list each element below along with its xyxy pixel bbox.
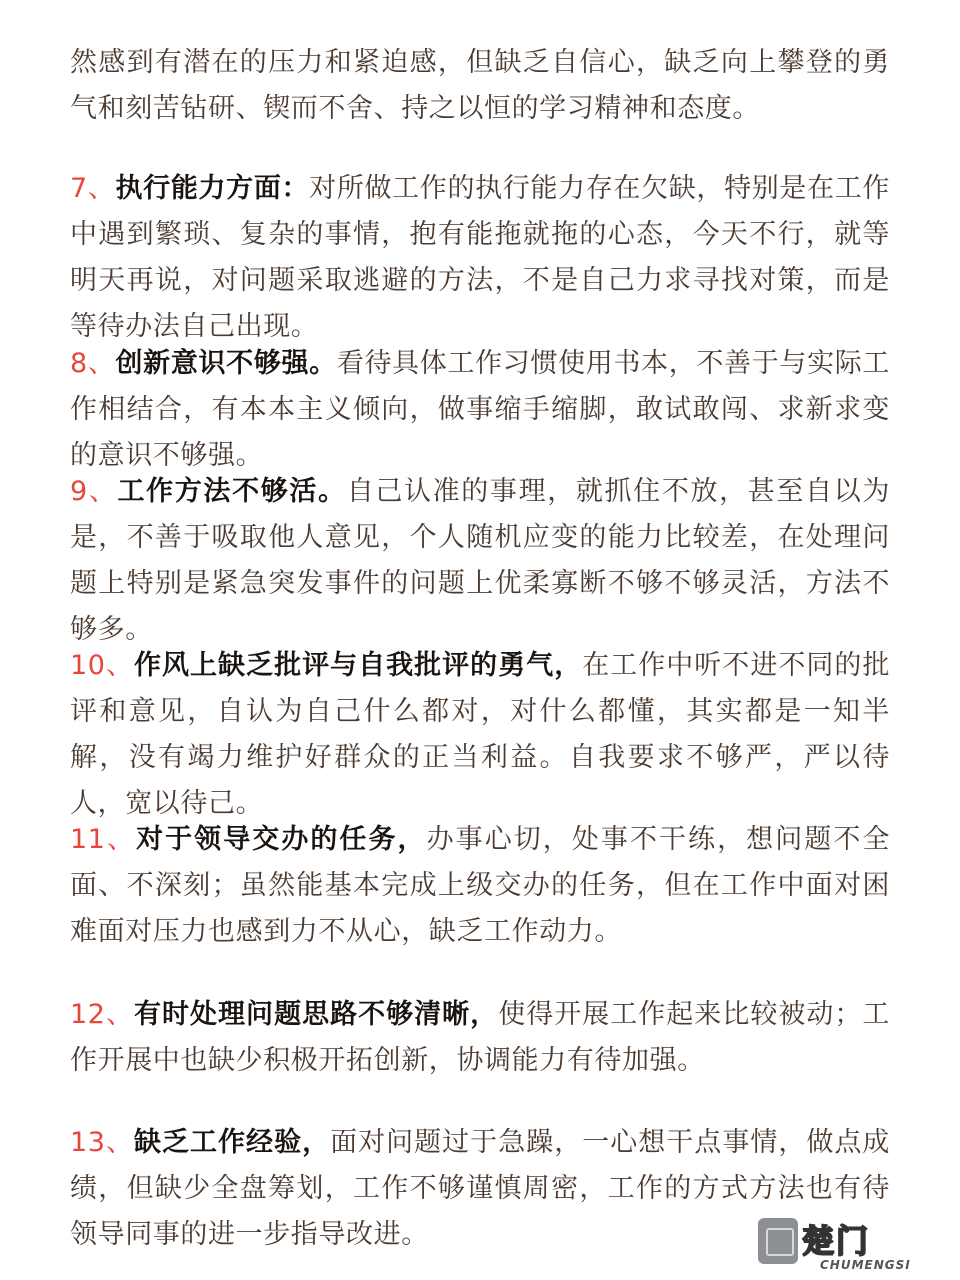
- item-body: 对所做工作的执行能力存在欠缺，特别是在工作中遇到繁琐、复杂的事情，抱有能拖就拖的心态，今天不行，就等明天再说，对问题采取逃避的方法，不是自己力求寻找对策，而是等待办法自己出现。: [70, 173, 890, 342]
- item-body: 在工作中听不进不同的批评和意见，自认为自己什么都对，对什么都懂，其实都是一知半解，没有竭力维护好群众的正当利益。自我要求不够严，严以待人，宽以待己。: [70, 650, 890, 819]
- watermark-brand: 楚门: [802, 1222, 871, 1260]
- item-heading: 作风上缺乏批评与自我批评的勇气，: [134, 650, 583, 681]
- item-body: 看待具体工作习惯使用书本，不善于与实际工作相结合，有本本主义倾向，做事缩手缩脚，敢试敢闯、求新求变的意识不够强。: [70, 348, 890, 471]
- item-number: 7、: [70, 173, 116, 204]
- item-heading: 创新意识不够强。: [115, 348, 337, 379]
- item-body: 面对问题过于急躁，一心想干点事情，做点成绩，但缺少全盘筹划，工作不够谨慎周密，工作的方式方法也有待领导同事的进一步指导改进。: [70, 1127, 890, 1250]
- item-9-paragraph: [70, 469, 890, 653]
- item-7-paragraph: [70, 166, 890, 350]
- item-number: 10、: [70, 650, 134, 681]
- item-body: 使得开展工作起来比较被动；工作开展中也缺少积极开拓创新，协调能力有待加强。: [70, 999, 890, 1076]
- watermark-subtitle: CHUMENGSI: [820, 1258, 911, 1272]
- item-number: 8、: [70, 348, 116, 379]
- item-10-paragraph: [70, 643, 890, 827]
- item-number: 12、: [70, 999, 134, 1030]
- item-12-paragraph: [70, 992, 890, 1084]
- item-body: 办事心切，处事不干练，想问题不全面、不深刻；虽然能基本完成上级交办的任务，但在工作中面对困难面对压力也感到力不从心，缺乏工作动力。: [70, 824, 890, 947]
- intro-paragraph: [70, 40, 890, 132]
- item-heading: 有时处理问题思路不够清晰，: [134, 999, 499, 1030]
- item-heading: 缺乏工作经验，: [134, 1127, 331, 1158]
- item-11-paragraph: [70, 817, 890, 955]
- item-number: 9、: [70, 476, 118, 507]
- watermark: [758, 1212, 958, 1278]
- watermark-logo-icon: [758, 1218, 798, 1264]
- item-body: 自己认准的事理，就抓住不放，甚至自以为是，不善于吸取他人意见，个人随机应变的能力比较差，在处理问题上特别是紧急突发事件的问题上优柔寡断不够不够灵活，方法不够多。: [70, 476, 890, 645]
- item-heading: 对于领导交办的任务，: [136, 824, 427, 855]
- item-number: 13、: [70, 1127, 134, 1158]
- item-8-paragraph: [70, 341, 890, 479]
- item-heading: 工作方法不够活。: [117, 476, 347, 507]
- item-heading: 执行能力方面：: [115, 173, 310, 204]
- item-number: 11、: [70, 824, 137, 855]
- intro-text: 然感到有潜在的压力和紧迫感，但缺乏自信心，缺乏向上攀登的勇气和刻苦钻研、锲而不舍、持之以恒的学习精神和态度。: [70, 47, 890, 124]
